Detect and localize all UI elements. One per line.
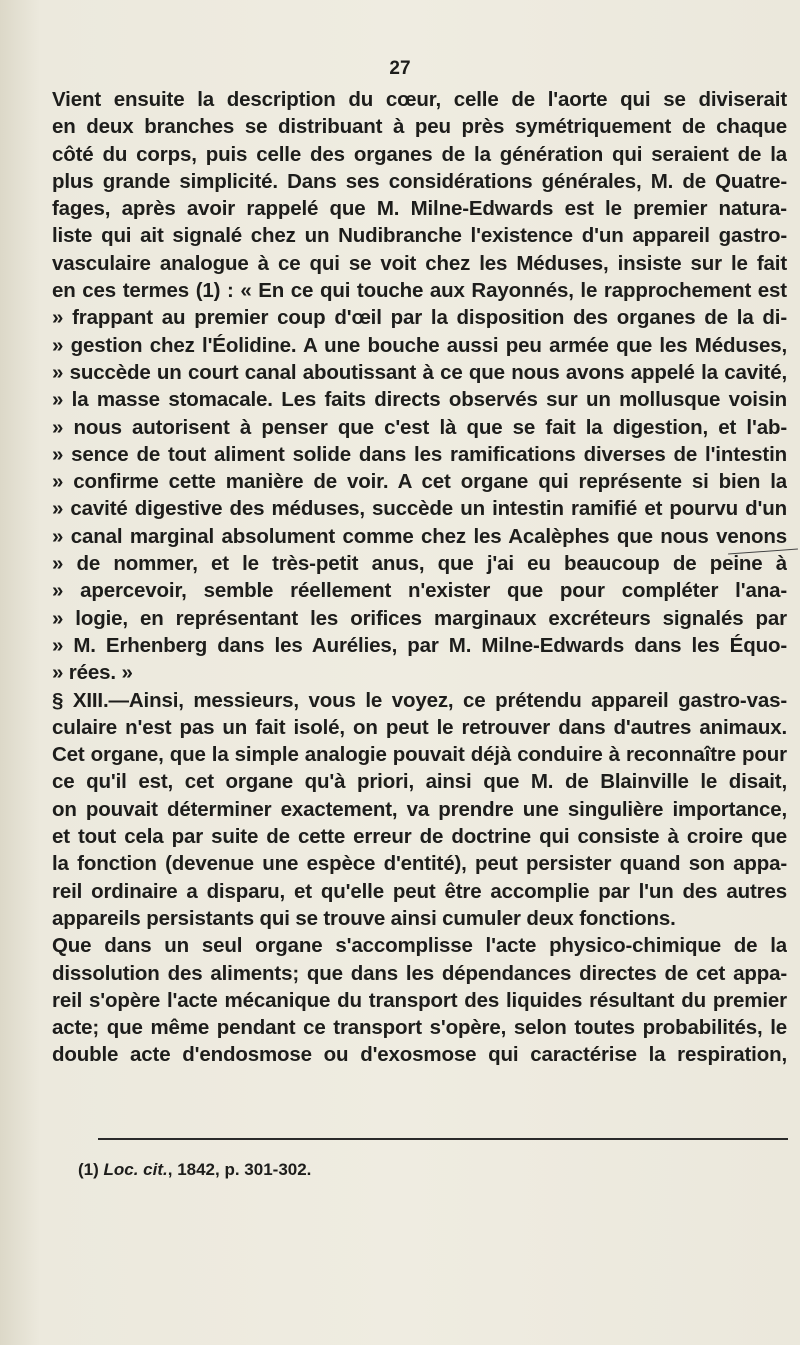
quote-line: » nous autorisent à penser que c'est là que se fait la digestion, et l'ab- [52, 415, 787, 439]
footnote-marker: (1) [78, 1160, 99, 1179]
text-line: en deux branches se distribuant à peu près symétriquement de chaque [52, 115, 787, 139]
quote-line: » logie, en représentant les orifices marginaux excréteurs signalés par [52, 606, 787, 630]
text-line: reil ordinaire a disparu, et qu'elle peut être accomplie par l'un des autres [52, 879, 787, 903]
page-number: 27 [389, 58, 411, 79]
footnote [78, 1160, 311, 1180]
quote-line: » gestion chez l'Éolidine. A une bouche aussi peu armée que les Méduses, [52, 333, 787, 357]
text-line: dissolution des aliments; que dans les dépendances directes de cet appa- [52, 961, 787, 985]
text-line: acte; que même pendant ce transport s'opère, selon toutes probabilités, le [52, 1016, 787, 1040]
quote-line: » canal marginal absolument comme chez les Acalèphes que nous venons [52, 524, 787, 548]
quote-line: » sence de tout aliment solide dans les ramifications diverses de l'intestin [52, 442, 787, 466]
footnote-details: , 1842, p. 301-302. [167, 1160, 312, 1179]
text-line: liste qui ait signalé chez un Nudibranche l'existence d'un appareil gastro- [52, 224, 787, 248]
text-line: on pouvait déterminer exactement, va prendre une singulière importance, [52, 797, 787, 821]
text-line: côté du corps, puis celle des organes de la génération qui seraient de la [52, 142, 787, 166]
quote-line: » succède un court canal aboutissant à ce que nous avons appelé la cavité, [52, 360, 787, 384]
text-line: la fonction (devenue une espèce d'entité), peut persister quand son appa- [52, 852, 787, 876]
text-line: en ces termes (1) : « En ce qui touche aux Rayonnés, le rapprochement est [52, 279, 787, 303]
text-line: double acte d'endosmose ou d'exosmose qui caractérise la respiration, [52, 1043, 787, 1067]
quote-line: » frappant au premier coup d'œil par la disposition des organes de la di- [52, 306, 787, 330]
text-line: fages, après avoir rappelé que M. Milne-Edwards est le premier natura- [52, 197, 787, 221]
quote-line: » la masse stomacale. Les faits directs observés sur un mollusque voisin [52, 388, 787, 412]
text-line: culaire n'est pas un fait isolé, on peut le retrouver dans d'autres animaux. [52, 715, 787, 739]
text-line: Que dans un seul organe s'accomplisse l'acte physico-chimique de la [52, 934, 787, 958]
text-line: et tout cela par suite de cette erreur de doctrine qui consiste à croire que [52, 825, 787, 849]
text-line: appareils persistants qui se trouve ainsi cumuler deux fonctions. [52, 906, 676, 930]
quote-line: » rées. » [52, 661, 133, 685]
quote-line: » confirme cette manière de voir. A cet organe qui représente si bien la [52, 470, 787, 494]
text-line: vasculaire analogue à ce qui se voit chez les Méduses, insiste sur le fait [52, 251, 787, 275]
quote-line: » apercevoir, semble réellement n'exister que pour compléter l'ana- [52, 579, 787, 603]
quote-line: » cavité digestive des méduses, succède un intestin ramifié et pourvu d'un [52, 497, 787, 521]
quote-line: » M. Erhenberg dans les Aurélies, par M. Milne-Edwards dans les Équo- [52, 633, 787, 657]
footnote-rule [98, 1138, 788, 1140]
body-text [52, 86, 787, 1069]
text-line: § XIII.—Ainsi, messieurs, vous le voyez, ce prétendu appareil gastro-vas- [52, 688, 787, 712]
text-line: reil s'opère l'acte mécanique du transport des liquides résultant du premier [52, 988, 787, 1012]
text-line: plus grande simplicité. Dans ses considérations générales, M. de Quatre- [52, 169, 787, 193]
text-line: Vient ensuite la description du cœur, celle de l'aorte qui se diviserait [52, 88, 787, 111]
text-line: ce qu'il est, cet organe qu'à priori, ainsi que M. de Blainville le disait, [52, 770, 787, 794]
text-line: Cet organe, que la simple analogie pouvait déjà conduire à reconnaître pour [52, 743, 787, 767]
quote-line: » de nommer, et le très-petit anus, que j'ai eu beaucoup de peine à [52, 552, 787, 576]
footnote-source: Loc. cit. [103, 1160, 168, 1179]
